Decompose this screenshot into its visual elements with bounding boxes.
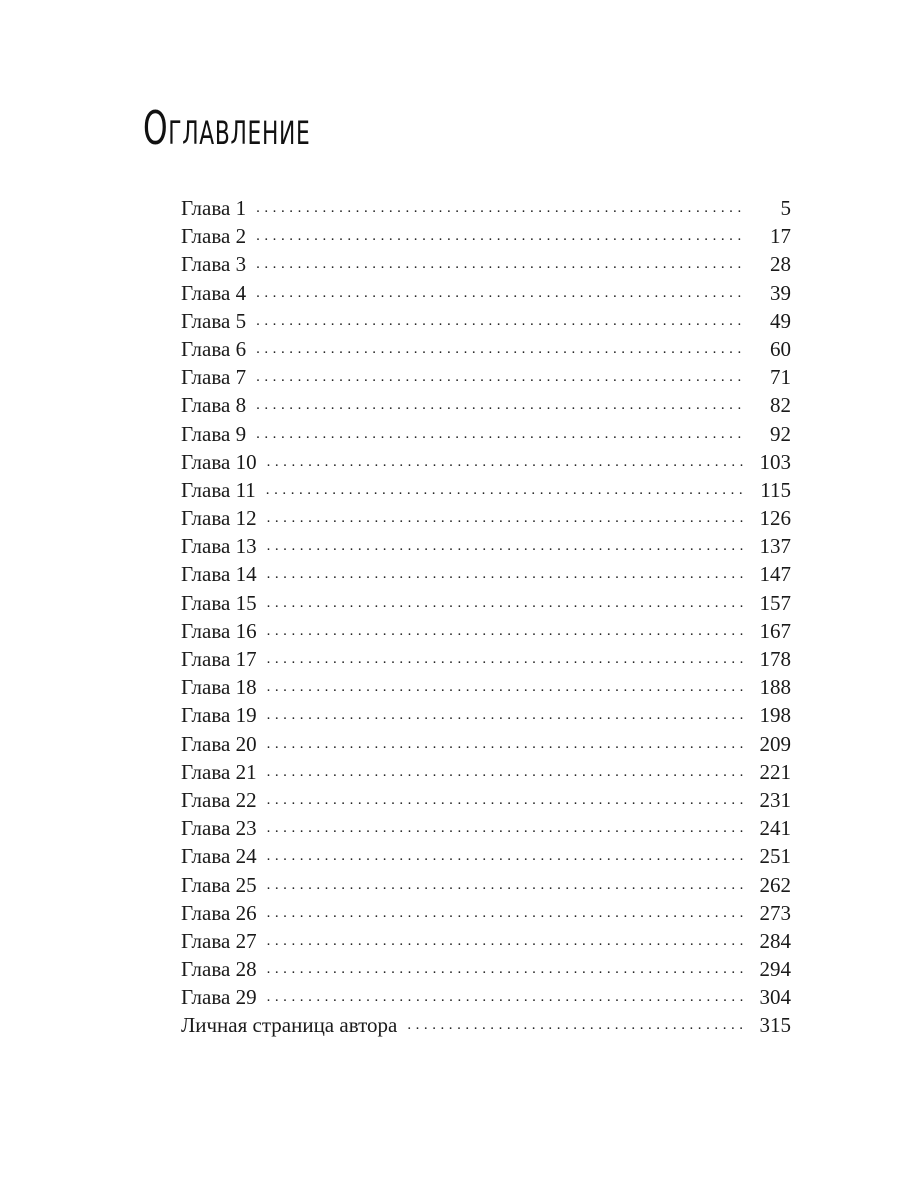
toc-entry-label: Глава 10 [181,449,257,474]
toc-entry-label: Глава 8 [181,393,247,418]
toc-entry-label: Глава 1 [181,196,247,220]
toc-entry-label: Глава 7 [181,365,247,390]
dot-leader [267,645,743,673]
toc-entry-label: Глава 26 [181,900,257,925]
toc-entry[interactable] [181,814,791,842]
toc-entry[interactable] [181,1011,791,1039]
toc-entry-page-number: 60 [770,336,791,361]
toc-entry-page-number: 115 [760,477,791,502]
toc-entry[interactable] [181,842,791,870]
toc-entry-page-number: 178 [759,647,791,671]
toc-entry[interactable] [181,673,791,701]
dot-leader [256,391,743,419]
toc-entry[interactable] [181,532,791,560]
dot-leader [256,420,743,448]
dot-leader [256,222,743,250]
dot-leader [267,560,743,588]
toc-entry-page-number: 92 [770,421,791,446]
toc-entry-page-number: 71 [770,365,791,390]
toc-entry-page-number: 209 [759,731,791,756]
toc-entry[interactable] [181,983,791,1011]
toc-list [181,194,791,1040]
toc-entry-label: Глава 22 [181,787,257,812]
toc-entry-page-number: 284 [759,928,791,953]
dot-leader [267,983,743,1011]
toc-entry-label: Глава 11 [181,477,256,502]
toc-entry-label: Глава 12 [181,506,257,531]
toc-entry-page-number: 137 [759,534,791,559]
toc-entry-page-number: 39 [770,280,791,305]
toc-entry[interactable] [181,335,791,363]
dot-leader [267,786,743,814]
toc-entry-page-number: 262 [759,872,791,897]
toc-entry-label: Личная страница автора [181,1013,398,1038]
toc-entry-page-number: 17 [770,224,791,249]
toc-entry-page-number: 273 [759,900,791,925]
toc-entry-label: Глава 15 [181,590,257,615]
dot-leader [266,476,743,504]
toc-entry[interactable] [181,307,791,335]
toc-entry[interactable] [181,786,791,814]
dot-leader [267,504,743,532]
toc-entry-page-number: 5 [780,196,791,220]
toc-entry[interactable] [181,504,791,532]
toc-entry-label: Глава 21 [181,759,257,784]
toc-entry-page-number: 167 [759,618,791,643]
toc-entry-label: Глава 6 [181,336,247,361]
toc-entry[interactable] [181,250,791,278]
toc-entry[interactable] [181,927,791,955]
dot-leader [267,673,743,701]
toc-entry-page-number: 49 [770,308,791,333]
dot-leader [267,955,743,983]
toc-entry-page-number: 82 [770,393,791,418]
toc-entry[interactable] [181,194,791,222]
toc-entry-label: Глава 17 [181,647,257,671]
toc-entry-page-number: 157 [759,590,791,615]
dot-leader [267,927,743,955]
dot-leader [267,814,743,842]
toc-entry-label: Глава 24 [181,844,257,869]
toc-entry-label: Глава 5 [181,308,247,333]
toc-entry-label: Глава 2 [181,224,247,249]
toc-entry-label: Глава 27 [181,928,257,953]
toc-entry[interactable] [181,645,791,673]
dot-leader [267,701,743,729]
dot-leader [267,589,743,617]
toc-entry-page-number: 28 [770,252,791,277]
toc-entry-label: Глава 20 [181,731,257,756]
toc-entry-label: Глава 14 [181,562,257,587]
toc-entry[interactable] [181,871,791,899]
toc-entry-page-number: 198 [759,703,791,728]
toc-entry[interactable] [181,420,791,448]
toc-entry-label: Глава 9 [181,421,247,446]
dot-leader [256,307,743,335]
toc-entry-page-number: 315 [759,1013,791,1038]
toc-entry-label: Глава 25 [181,872,257,897]
page-title: Оглавление [143,101,311,155]
toc-entry[interactable] [181,899,791,927]
dot-leader [267,617,743,645]
toc-entry-page-number: 294 [759,957,791,982]
dot-leader [267,842,743,870]
toc-entry-page-number: 126 [759,506,791,531]
toc-entry-page-number: 304 [759,985,791,1010]
toc-entry-label: Глава 23 [181,816,257,841]
toc-entry[interactable] [181,363,791,391]
toc-entry-page-number: 188 [759,675,791,700]
toc-entry[interactable] [181,560,791,588]
toc-entry[interactable] [181,589,791,617]
toc-entry-label: Глава 13 [181,534,257,559]
dot-leader [267,730,743,758]
toc-entry[interactable] [181,617,791,645]
toc-entry-label: Глава 16 [181,618,257,643]
dot-leader [256,250,743,278]
toc-entry-page-number: 231 [759,787,791,812]
toc-entry[interactable] [181,448,791,476]
toc-entry-page-number: 221 [759,759,791,784]
toc-entry-page-number: 103 [759,449,791,474]
toc-entry-label: Глава 19 [181,703,257,728]
toc-entry-page-number: 147 [759,562,791,587]
toc-entry[interactable] [181,222,791,250]
toc-entry-page-number: 251 [759,844,791,869]
toc-entry-label: Глава 3 [181,252,247,277]
dot-leader [267,871,743,899]
dot-leader [256,363,743,391]
toc-entry-label: Глава 4 [181,280,247,305]
toc-entry[interactable] [181,476,791,504]
toc-entry-page-number: 241 [759,816,791,841]
toc-entry[interactable] [181,730,791,758]
toc-entry[interactable] [181,279,791,307]
toc-entry-label: Глава 29 [181,985,257,1010]
toc-entry-label: Глава 18 [181,675,257,700]
toc-entry[interactable] [181,391,791,419]
dot-leader [407,1011,743,1039]
dot-leader [256,279,743,307]
toc-entry[interactable] [181,955,791,983]
dot-leader [256,335,743,363]
dot-leader [267,448,743,476]
toc-entry-label: Глава 28 [181,957,257,982]
toc-entry[interactable] [181,701,791,729]
dot-leader [267,758,743,786]
dot-leader [267,532,743,560]
dot-leader [256,194,743,222]
dot-leader [267,899,743,927]
toc-entry[interactable] [181,758,791,786]
